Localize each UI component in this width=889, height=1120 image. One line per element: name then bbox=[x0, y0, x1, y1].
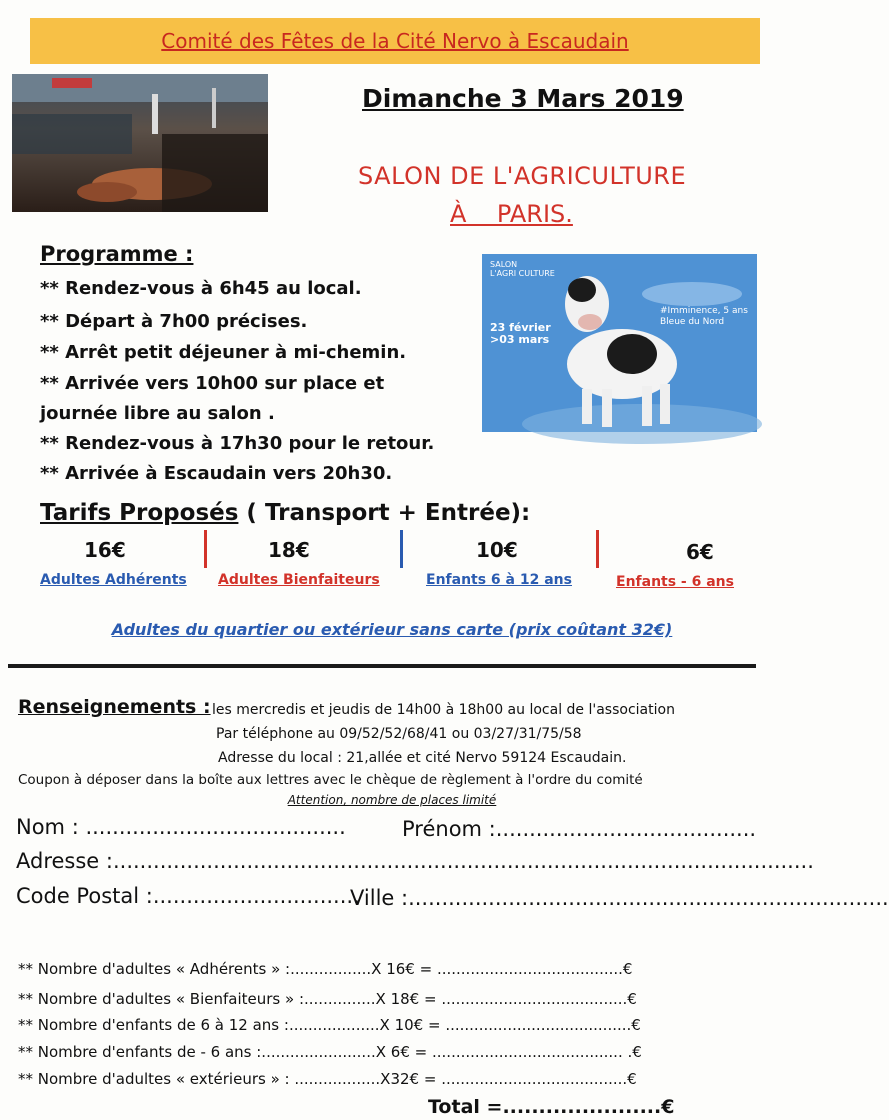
event-title-line1: SALON DE L'AGRICULTURE bbox=[358, 162, 687, 190]
order-mult: X 10€ = bbox=[379, 1016, 441, 1034]
poster-brand-top: SALON bbox=[490, 260, 518, 269]
code-postal-field[interactable]: Code Postal :............................... bbox=[16, 884, 360, 908]
order-label: ** Nombre d'adultes « Adhérents » :................. bbox=[18, 960, 372, 978]
programme-line: ** Arrêt petit déjeuner à mi-chemin. bbox=[40, 342, 407, 363]
renseignements-title: Renseignements : bbox=[18, 696, 211, 718]
coupon-instruction: Coupon à déposer dans la boîte aux lettres avec le chèque de règlement à l'ordre du comité bbox=[18, 772, 643, 788]
tarifs-title-rest: ( Transport + Entrée): bbox=[238, 500, 531, 526]
tarifs-title bbox=[40, 500, 530, 526]
poster-dates-line1: 23 février bbox=[490, 321, 551, 334]
price-enfants-6-12: 10€ bbox=[476, 538, 518, 562]
order-amount[interactable]: .......................................€ bbox=[445, 1016, 641, 1034]
programme-line: ** Départ à 7h00 précises. bbox=[40, 311, 308, 332]
order-amount[interactable]: .......................................€ bbox=[436, 960, 633, 978]
poster-brand-bottom: L'AGRI CULTURE bbox=[490, 269, 555, 278]
divider bbox=[8, 664, 756, 668]
price-adherents: 16€ bbox=[84, 538, 126, 562]
order-row-enfants-6-12[interactable] bbox=[18, 1016, 641, 1034]
renseignements-phone: Par téléphone au 09/52/52/68/41 ou 03/27/31/75/58 bbox=[216, 726, 582, 742]
separator bbox=[400, 530, 403, 568]
order-row-bienfaiteurs[interactable] bbox=[18, 990, 637, 1008]
label-enfants-6-12: Enfants 6 à 12 ans bbox=[426, 572, 572, 588]
committee-title: Comité des Fêtes de la Cité Nervo à Escaudain bbox=[161, 29, 629, 53]
label-bienfaiteurs: Adultes Bienfaiteurs bbox=[218, 572, 380, 588]
order-label: ** Nombre d'adultes « Bienfaiteurs » :............... bbox=[18, 990, 376, 1008]
order-row-exterieurs[interactable] bbox=[18, 1070, 637, 1088]
programme-line: ** Arrivée vers 10h00 sur place et bbox=[40, 373, 385, 394]
order-total[interactable]: Total =......................€ bbox=[428, 1096, 675, 1118]
programme-line: ** Arrivée à Escaudain vers 20h30. bbox=[40, 463, 393, 484]
order-mult: X32€ = bbox=[380, 1070, 437, 1088]
separator bbox=[596, 530, 599, 568]
order-mult: X 18€ = bbox=[375, 990, 437, 1008]
nom-field[interactable]: Nom : ....................................... bbox=[16, 815, 346, 839]
renseignements-address: Adresse du local : 21,allée et cité Nervo 59124 Escaudain. bbox=[218, 750, 627, 766]
programme-line: ** Rendez-vous à 6h45 au local. bbox=[40, 278, 362, 299]
order-amount[interactable]: .......................................€ bbox=[441, 990, 637, 1008]
order-mult: X 16€ = bbox=[371, 960, 433, 978]
order-label: ** Nombre d'enfants de 6 à 12 ans :................... bbox=[18, 1016, 380, 1034]
salon-crowd-photo bbox=[12, 74, 268, 212]
label-enfants-moins-6: Enfants - 6 ans bbox=[616, 574, 734, 590]
programme-line: journée libre au salon . bbox=[40, 403, 275, 424]
order-label: ** Nombre d'adultes « extérieurs » : .................. bbox=[18, 1070, 381, 1088]
programme-line: ** Rendez-vous à 17h30 pour le retour. bbox=[40, 433, 435, 454]
event-title-line2: À PARIS. bbox=[450, 200, 573, 228]
order-amount[interactable]: ........................................ .€ bbox=[432, 1043, 642, 1061]
header-banner bbox=[30, 18, 760, 64]
attention-note: Attention, nombre de places limité bbox=[287, 793, 497, 807]
poster-dates-line2: >03 mars bbox=[490, 333, 550, 346]
salon-poster bbox=[482, 254, 757, 432]
order-mult: X 6€ = bbox=[375, 1043, 428, 1061]
poster-tagline: #Imminence, 5 ans Bleue du Nord bbox=[660, 306, 748, 327]
tarifs-title-main: Tarifs Proposés bbox=[40, 500, 239, 526]
adresse-field[interactable]: Adresse :......................................................................................................... bbox=[16, 849, 814, 873]
exterieur-note: Adultes du quartier ou extérieur sans carte (prix coûtant 32€) bbox=[111, 620, 673, 639]
order-label: ** Nombre d'enfants de - 6 ans :........................ bbox=[18, 1043, 376, 1061]
separator bbox=[204, 530, 207, 568]
event-date: Dimanche 3 Mars 2019 bbox=[362, 84, 684, 113]
label-adherents: Adultes Adhérents bbox=[40, 572, 187, 588]
price-enfants-moins-6: 6€ bbox=[686, 540, 714, 564]
ville-field[interactable]: Ville :........................................................................ bbox=[350, 886, 889, 910]
order-row-adherents[interactable] bbox=[18, 960, 632, 978]
programme-title: Programme : bbox=[40, 242, 194, 266]
price-bienfaiteurs: 18€ bbox=[268, 538, 310, 562]
renseignements-hours: les mercredis et jeudis de 14h00 à 18h00 au local de l'association bbox=[212, 702, 675, 718]
prenom-field[interactable]: Prénom :....................................... bbox=[402, 817, 757, 841]
order-amount[interactable]: .......................................€ bbox=[441, 1070, 637, 1088]
order-row-enfants-moins-6[interactable] bbox=[18, 1043, 642, 1061]
